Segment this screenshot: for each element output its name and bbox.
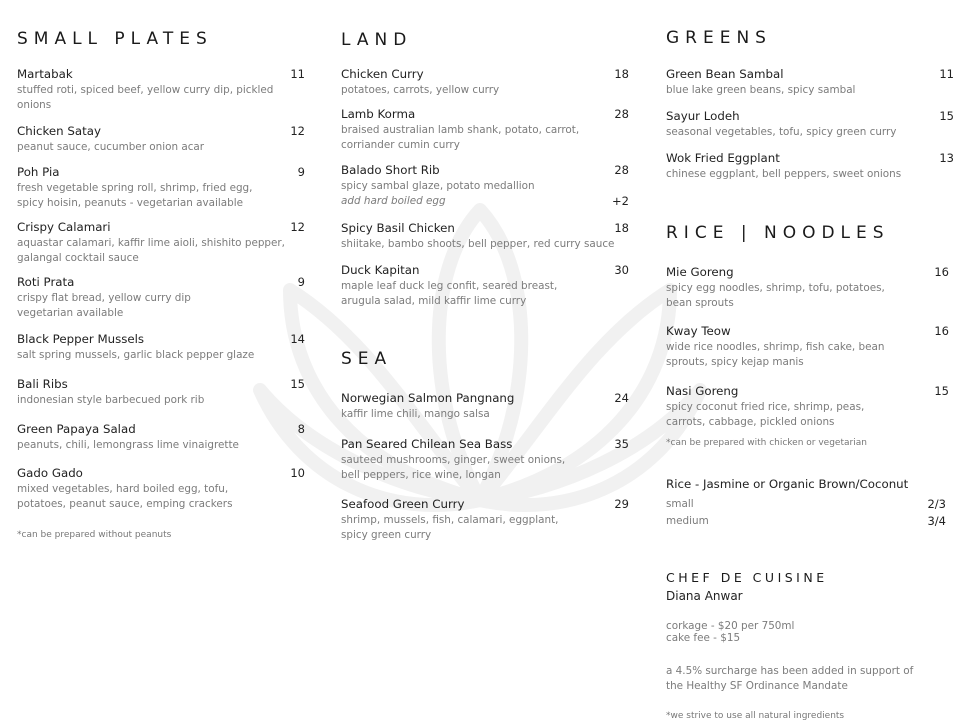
item-name: Gado Gado xyxy=(17,466,83,480)
item-price: 16 xyxy=(934,324,949,338)
item-price: 8 xyxy=(297,422,305,436)
item-price: 24 xyxy=(614,391,629,405)
rice-noodles-title: RICE | NOODLES xyxy=(666,223,890,243)
sea-title: SEA xyxy=(341,349,393,369)
item-extra: add hard boiled egg xyxy=(341,195,446,207)
item-name: Lamb Korma xyxy=(341,107,416,121)
item-desc: blue lake green beans, spicy sambal xyxy=(666,84,856,96)
item-name: Chicken Satay xyxy=(17,124,101,138)
item-name: Norwegian Salmon Pangnang xyxy=(341,391,515,405)
item-price: 13 xyxy=(939,151,954,165)
item-price: 9 xyxy=(297,165,305,179)
item-price: 12 xyxy=(290,220,305,234)
item-name: Martabak xyxy=(17,67,73,81)
item-name: Bali Ribs xyxy=(17,377,68,391)
item-desc: shiitake, bambo shoots, bell pepper, red curry sauce xyxy=(341,238,615,250)
land-title: LAND xyxy=(341,30,413,50)
item-desc: spicy coconut fried rice, shrimp, peas, carrots, cabbage, pickled onions xyxy=(666,401,865,428)
item-desc: mixed vegetables, hard boiled egg, tofu, potatoes, peanut sauce, emping crackers xyxy=(17,483,233,510)
chef-name: Diana Anwar xyxy=(666,589,743,603)
item-name: Mie Goreng xyxy=(666,265,734,279)
item-desc: chinese eggplant, bell peppers, sweet onions xyxy=(666,168,902,180)
natural-ingredients-note: *we strive to use all natural ingredients xyxy=(666,711,845,721)
item-desc: potatoes, carrots, yellow curry xyxy=(341,84,500,96)
item-desc: fresh vegetable spring roll, shrimp, fried egg, spicy hoisin, peanuts - vegetarian available xyxy=(17,182,253,209)
item-desc: shrimp, mussels, fish, calamari, eggplant, spicy green curry xyxy=(341,514,559,541)
item-desc: spicy sambal glaze, potato medallion xyxy=(341,180,535,192)
corkage-fee: corkage - $20 per 750ml xyxy=(666,620,795,632)
item-price: 35 xyxy=(614,437,629,451)
cake-fee: cake fee - $15 xyxy=(666,632,741,644)
rice-size-price: 2/3 xyxy=(927,497,946,511)
item-price: 15 xyxy=(290,377,305,391)
item-name: Nasi Goreng xyxy=(666,384,739,398)
item-price: 28 xyxy=(614,107,629,121)
item-price: 18 xyxy=(614,67,629,81)
item-name: Black Pepper Mussels xyxy=(17,332,145,346)
item-price: 10 xyxy=(290,466,305,480)
rice-size-price: 3/4 xyxy=(927,514,946,528)
item-name: Duck Kapitan xyxy=(341,263,420,277)
item-price: 16 xyxy=(934,265,949,279)
item-desc: aquastar calamari, kaffir lime aioli, shishito pepper, galangal cocktail sauce xyxy=(17,237,285,264)
item-name: Pan Seared Chilean Sea Bass xyxy=(341,437,513,451)
item-price: 15 xyxy=(934,384,949,398)
item-price: 28 xyxy=(614,163,629,177)
peanut-note: *can be prepared without peanuts xyxy=(17,530,172,540)
item-name: Wok Fried Eggplant xyxy=(666,151,780,165)
item-name: Poh Pia xyxy=(17,165,60,179)
item-desc: peanut sauce, cucumber onion acar xyxy=(17,141,205,153)
item-price: 15 xyxy=(939,109,954,123)
item-extra-price: +2 xyxy=(612,194,629,208)
item-price: 18 xyxy=(614,221,629,235)
item-name: Green Bean Sambal xyxy=(666,67,784,81)
item-price: 30 xyxy=(614,263,629,277)
item-desc: wide rice noodles, shrimp, fish cake, bean sprouts, spicy kejap manis xyxy=(666,341,885,368)
item-name: Chicken Curry xyxy=(341,67,424,81)
item-name: Balado Short Rib xyxy=(341,163,440,177)
item-desc: peanuts, chili, lemongrass lime vinaigrette xyxy=(17,439,239,451)
item-name: Seafood Green Curry xyxy=(341,497,465,511)
item-name: Crispy Calamari xyxy=(17,220,111,234)
item-desc: spicy egg noodles, shrimp, tofu, potatoes, bean sprouts xyxy=(666,282,885,309)
chef-title: CHEF DE CUISINE xyxy=(666,570,828,585)
item-price: 11 xyxy=(939,67,954,81)
item-desc: seasonal vegetables, tofu, spicy green curry xyxy=(666,126,897,138)
item-name: Spicy Basil Chicken xyxy=(341,221,455,235)
rice-size-label: small xyxy=(666,498,694,510)
item-desc: stuffed roti, spiced beef, yellow curry dip, pickled onions xyxy=(17,84,274,111)
item-desc: braised australian lamb shank, potato, carrot, corriander cumin curry xyxy=(341,124,580,151)
item-price: 14 xyxy=(290,332,305,346)
item-desc: maple leaf duck leg confit, seared breast, arugula salad, mild kaffir lime curry xyxy=(341,280,558,307)
item-price: 29 xyxy=(614,497,629,511)
item-name: Sayur Lodeh xyxy=(666,109,740,123)
item-desc: kaffir lime chili, mango salsa xyxy=(341,408,490,420)
greens-title: GREENS xyxy=(666,28,772,48)
item-price: 11 xyxy=(290,67,305,81)
rice-noodles-note: *can be prepared with chicken or vegetarian xyxy=(666,438,867,448)
item-name: Roti Prata xyxy=(17,275,75,289)
item-desc: crispy flat bread, yellow curry dip vegetarian available xyxy=(17,292,191,319)
item-desc: salt spring mussels, garlic black pepper glaze xyxy=(17,349,255,361)
item-name: Kway Teow xyxy=(666,324,731,338)
rice-title: Rice - Jasmine or Organic Brown/Coconut xyxy=(666,477,909,491)
rice-size-label: medium xyxy=(666,515,709,527)
small-plates-title: SMALL PLATES xyxy=(17,29,213,49)
item-price: 9 xyxy=(297,275,305,289)
surcharge-note: a 4.5% surcharge has been added in support of the Healthy SF Ordinance Mandate xyxy=(666,665,914,692)
item-price: 12 xyxy=(290,124,305,138)
item-name: Green Papaya Salad xyxy=(17,422,136,436)
item-desc: sauteed mushrooms, ginger, sweet onions, bell peppers, rice wine, longan xyxy=(341,454,566,481)
item-desc: indonesian style barbecued pork rib xyxy=(17,394,205,406)
